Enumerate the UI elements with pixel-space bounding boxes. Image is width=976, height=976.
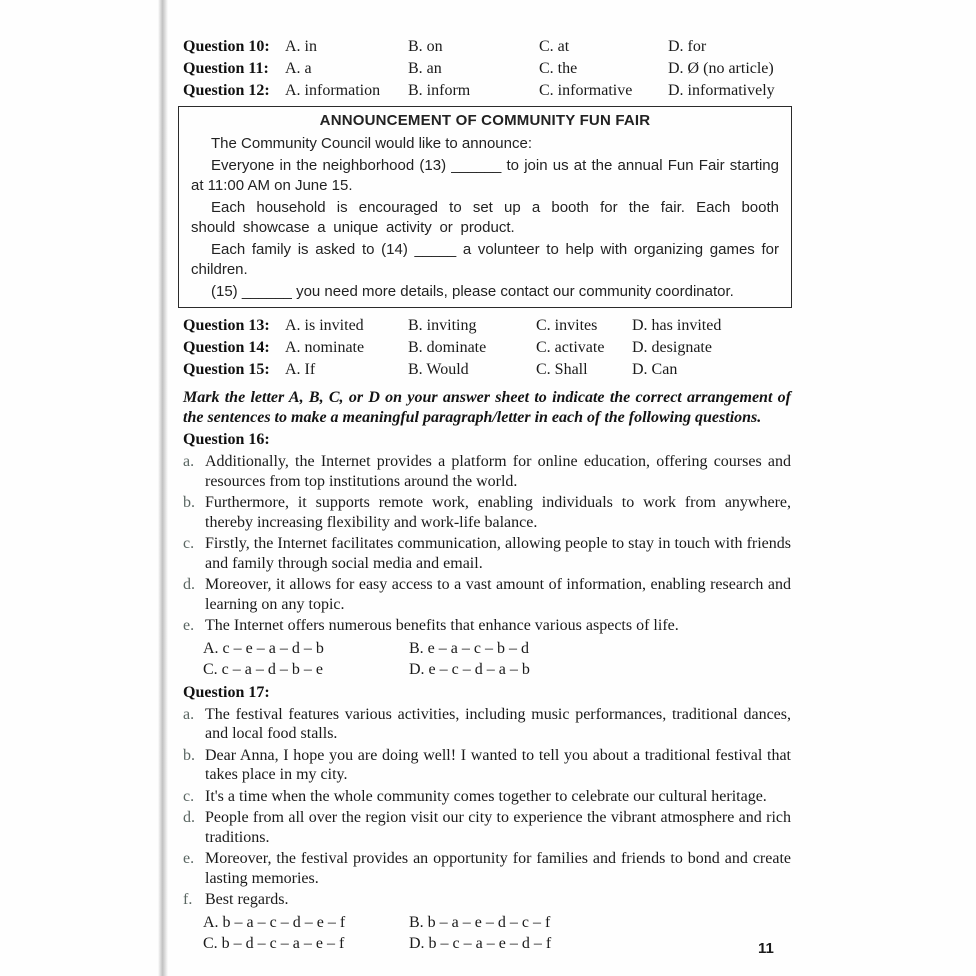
- answer-option-d: D. e – c – d – a – b: [409, 660, 530, 678]
- question-label: Question 15:: [183, 361, 270, 378]
- announcement-paragraph: (15) ______ you need more details, please contact our community coordinator.: [211, 283, 734, 300]
- option-b: B. dominate: [408, 339, 487, 356]
- announcement-paragraph: Each family is asked to (14) _____ a volunteer to help with organizing games for children.: [191, 241, 779, 278]
- sentence-item: [183, 849, 791, 888]
- item-text: Best regards.: [205, 891, 289, 908]
- item-letter: c.: [183, 787, 195, 805]
- questions-13-15: [183, 315, 791, 381]
- answer-option-c: C. b – d – c – a – e – f: [203, 934, 345, 952]
- option-d: D. Ø (no article): [668, 60, 774, 77]
- item-letter: b.: [183, 746, 195, 764]
- question-16-heading: Question 16:: [183, 431, 270, 448]
- announcement-paragraph: The Community Council would like to announce:: [211, 135, 532, 152]
- option-a: A. is invited: [285, 317, 364, 334]
- option-a: A. nominate: [285, 339, 365, 356]
- option-b: B. inform: [408, 82, 471, 99]
- option-c: C. informative: [539, 82, 633, 99]
- item-letter: d.: [183, 576, 195, 593]
- sentence-item: [183, 787, 791, 807]
- section-instruction: Mark the letter A, B, C, or D on your answer sheet to indicate the correct arrangement of the sentences to make a meaningful paragraph/letter in each of the following questions.: [183, 389, 791, 426]
- item-letter: d.: [183, 809, 195, 826]
- question-17-answers: [183, 912, 791, 954]
- question-14-row: [183, 337, 791, 359]
- sentence-item: [183, 705, 791, 744]
- questions-10-12: [183, 36, 791, 102]
- item-letter: e.: [183, 617, 195, 634]
- option-d: D. designate: [632, 339, 712, 356]
- option-d: D. informatively: [668, 82, 775, 99]
- question-label: Question 11:: [183, 60, 269, 77]
- question-17-heading: Question 17:: [183, 683, 270, 701]
- announcement-box: [178, 106, 792, 308]
- option-c: C. invites: [536, 317, 598, 334]
- sentence-item: [183, 534, 791, 573]
- announcement-paragraph: Each household is encouraged to set up a booth for the fair. Each booth should showcase a unique activity or product.: [191, 199, 779, 236]
- answer-option-a: A. b – a – c – d – e – f: [203, 913, 346, 931]
- item-text: Moreover, it allows for easy access to a vast amount of information, enabling research and learning on any topic.: [205, 576, 791, 613]
- question-16-items: [183, 452, 791, 636]
- answer-option-b: B. b – a – e – d – c – f: [409, 913, 551, 931]
- item-letter: f.: [183, 891, 193, 908]
- sentence-item: [183, 808, 791, 847]
- option-b: B. an: [408, 60, 442, 77]
- answer-option-b: B. e – a – c – b – d: [409, 639, 529, 657]
- item-text: Firstly, the Internet facilitates communication, allowing people to stay in touch with friends and family through social media and email.: [205, 535, 791, 572]
- page-content: [183, 36, 791, 955]
- question-16-answers: [183, 638, 791, 680]
- item-letter: e.: [183, 850, 195, 867]
- item-text: Dear Anna, I hope you are doing well! I wanted to tell you about a traditional festival that takes place in my city.: [205, 746, 791, 783]
- question-label: Question 13:: [183, 317, 270, 334]
- option-b: B. inviting: [408, 317, 477, 334]
- answer-option-d: D. b – c – a – e – d – f: [409, 934, 552, 952]
- option-d: D. for: [668, 38, 707, 55]
- item-letter: a.: [183, 705, 195, 723]
- sentence-item: [183, 890, 791, 910]
- item-text: Furthermore, it supports remote work, enabling individuals to work from anywhere, thereby increasing flexibility and work-life balance.: [205, 494, 791, 531]
- answer-option-c: C. c – a – d – b – e: [203, 660, 323, 678]
- question-15-row: [183, 359, 791, 381]
- item-text: The festival features various activities, including music performances, traditional dances, and local food stalls.: [205, 705, 791, 742]
- question-11-row: [183, 58, 791, 80]
- item-text: People from all over the region visit our city to experience the vibrant atmosphere and rich traditions.: [205, 809, 791, 846]
- option-a: A. information: [285, 82, 381, 99]
- question-17-items: [183, 705, 791, 910]
- option-d: D. has invited: [632, 317, 722, 334]
- option-a: A. a: [285, 60, 312, 77]
- sentence-item: [183, 575, 791, 614]
- item-text: Additionally, the Internet provides a platform for online education, offering courses and resources from top institutions around the world.: [205, 453, 791, 490]
- item-letter: a.: [183, 453, 195, 470]
- question-label: Question 14:: [183, 339, 270, 356]
- item-text: Moreover, the festival provides an opportunity for families and friends to bond and create lasting memories.: [205, 850, 791, 887]
- option-c: C. the: [539, 60, 578, 77]
- option-c: C. activate: [536, 339, 605, 356]
- question-label: Question 12:: [183, 82, 270, 99]
- option-a: A. If: [285, 361, 316, 378]
- item-text: It's a time when the whole community comes together to celebrate our cultural heritage.: [205, 787, 767, 805]
- sentence-item: [183, 616, 791, 636]
- item-text: The Internet offers numerous benefits that enhance various aspects of life.: [205, 617, 679, 634]
- question-13-row: [183, 315, 791, 337]
- option-c: C. at: [539, 38, 570, 55]
- option-c: C. Shall: [536, 361, 588, 378]
- page-gutter-shadow: [158, 0, 168, 976]
- announcement-paragraph: Everyone in the neighborhood (13) ______ to join us at the annual Fun Fair starting at 11:00 AM on June 15.: [191, 157, 779, 194]
- option-d: D. Can: [632, 361, 678, 378]
- option-b: B. on: [408, 38, 443, 55]
- option-a: A. in: [285, 38, 317, 55]
- question-12-row: [183, 80, 791, 102]
- sentence-item: [183, 493, 791, 532]
- announcement-title: ANNOUNCEMENT OF COMMUNITY FUN FAIR: [319, 112, 651, 129]
- question-10-row: [183, 36, 791, 58]
- question-label: Question 10:: [183, 38, 270, 55]
- answer-option-a: A. c – e – a – d – b: [203, 639, 324, 657]
- item-letter: b.: [183, 494, 195, 511]
- option-b: B. Would: [408, 361, 469, 378]
- sentence-item: [183, 452, 791, 491]
- page-number: 11: [758, 940, 774, 957]
- sentence-item: [183, 746, 791, 785]
- item-letter: c.: [183, 535, 195, 552]
